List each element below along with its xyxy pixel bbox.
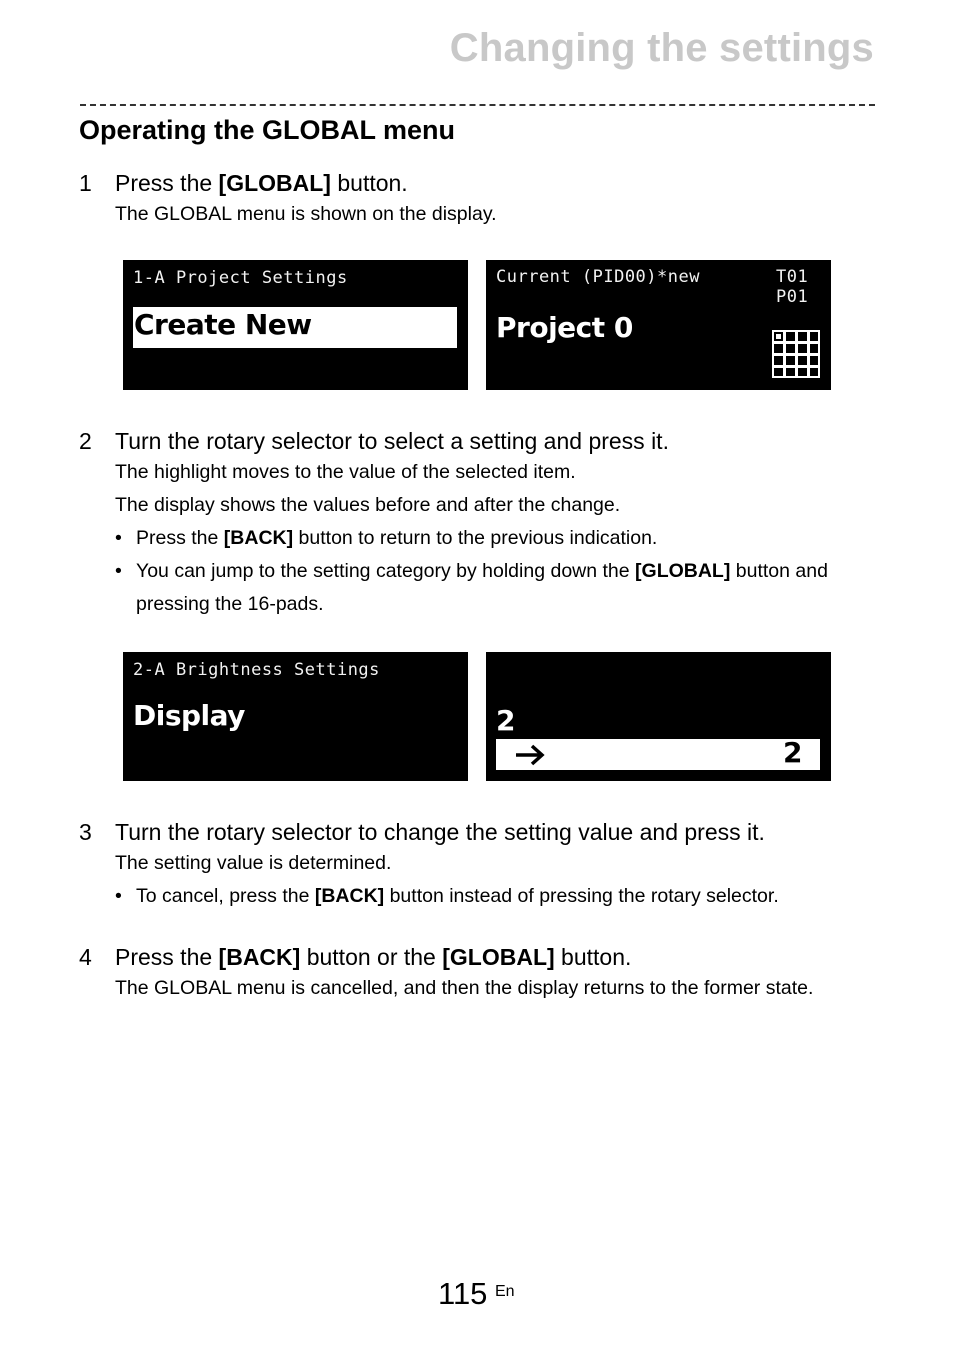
screen-value: Display (133, 699, 245, 732)
dashed-divider (80, 104, 875, 106)
screen-highlight (496, 736, 820, 770)
step-text: The highlight moves to the value of the selected item. (115, 461, 576, 483)
step-title: Turn the rotary selector to select a setting and press it. (115, 428, 669, 454)
screen-pattern: P01 (776, 287, 809, 307)
step-4 (79, 942, 879, 1005)
display-screen-current-project (486, 260, 831, 390)
step-text: The GLOBAL menu is cancelled, and then the display returns to the former state. (115, 977, 814, 999)
display-screen-brightness-settings (123, 652, 468, 781)
screen-value-after: 2 (783, 736, 802, 769)
screen-value-before: 2 (496, 704, 515, 737)
page-number: 115 (438, 1276, 488, 1311)
bullet-item: • To cancel, press the [BACK] button instead of pressing the rotary selector. (115, 885, 779, 907)
screen-header: 2-A Brightness Settings (133, 660, 380, 680)
page-header-title: Changing the settings (449, 26, 874, 70)
screen-header: Current (PID00)*new (496, 267, 700, 287)
screen-track: T01 (776, 267, 809, 287)
section-title: Operating the GLOBAL menu (79, 115, 456, 145)
display-screen-value-change (486, 652, 831, 781)
step-text: The display shows the values before and after the change. (115, 494, 621, 516)
step-text: The GLOBAL menu is shown on the display. (115, 203, 497, 225)
step-title: Press the [BACK] button or the [GLOBAL] button. (115, 944, 632, 970)
step-2 (79, 426, 879, 621)
step-number: 2 (79, 428, 92, 454)
screen-header: 1-A Project Settings (133, 268, 348, 288)
page-language: En (495, 1283, 515, 1300)
arrow-right-icon (514, 743, 546, 767)
step-number: 1 (79, 170, 92, 196)
step-1 (79, 168, 879, 231)
step-3 (79, 817, 879, 913)
step-number: 3 (79, 819, 92, 845)
step-text: The setting value is determined. (115, 852, 392, 874)
screen-value: Create New (134, 308, 312, 341)
display-screen-project-settings (123, 260, 468, 390)
pad-grid-icon (772, 330, 820, 378)
screen-value: Project 0 (496, 311, 633, 344)
bullet-item: • Press the [BACK] button to return to the previous indication. (115, 527, 658, 549)
bullet-item: • You can jump to the setting category by holding down the [GLOBAL] button and pressing the 16-pads. (115, 560, 828, 615)
screen-highlight (133, 307, 457, 348)
step-number: 4 (79, 944, 92, 970)
step-title: Press the [GLOBAL] button. (115, 170, 408, 196)
step-title: Turn the rotary selector to change the setting value and press it. (115, 819, 765, 845)
